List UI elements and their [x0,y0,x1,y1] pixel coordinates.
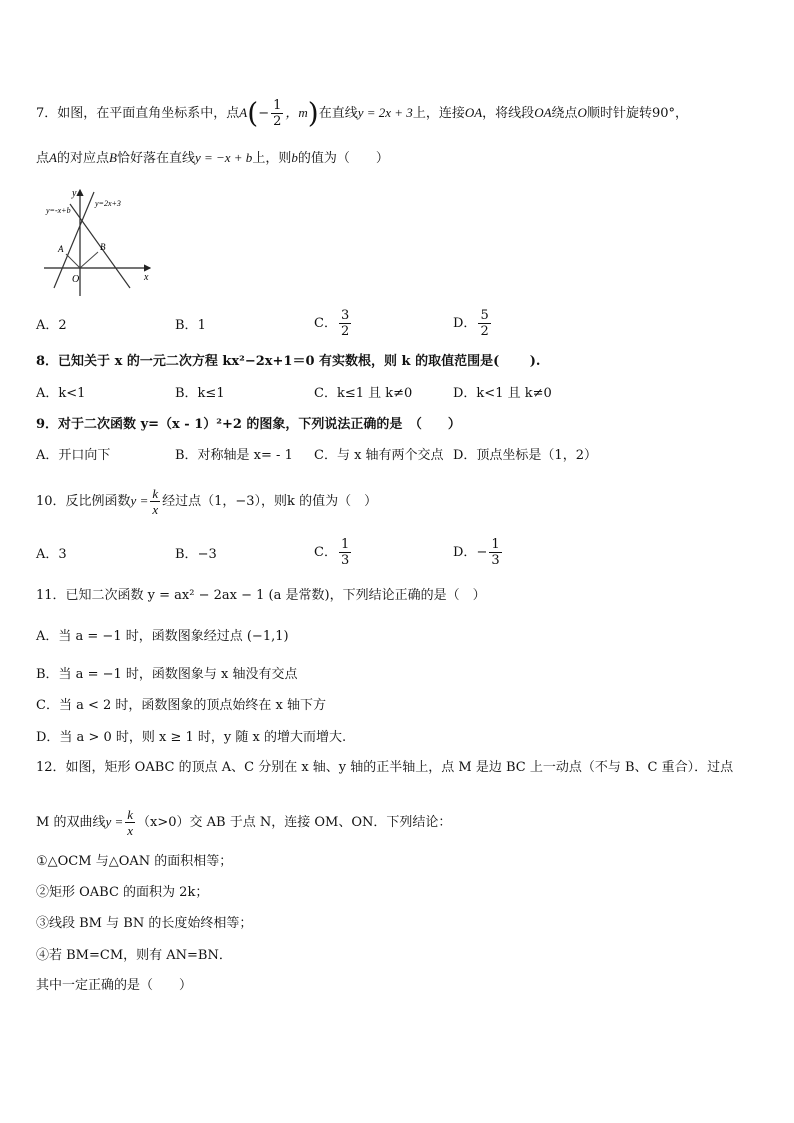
q11-option-b[interactable]: B．当 a = −1 时，函数图象与 x 轴没有交点 [36,667,298,682]
q7-text-3: 上，连接 [412,106,465,121]
q11-option-d[interactable]: D．当 a > 0 时，则 x ≥ 1 时，y 随 x 的增大而增大. [36,730,347,745]
q12-item-2: ②矩形 OABC 的面积为 2k； [36,885,209,900]
fig-origin-label: O [72,274,80,285]
q9-stem: 9．对于二次函数 y=（x - 1）²+2 的图象，下列说法正确的是 （ ） [36,417,461,432]
q12-frac-den: x [127,823,134,838]
q7-point-a: A [239,105,248,120]
q10-option-c[interactable] [314,537,353,568]
q7-oa-2: OA [534,105,552,120]
q7-l2-point-b: B [108,150,117,165]
q7-option-d-den: 2 [480,324,489,339]
q7-l2-text-f: 的值为（ ） [297,151,389,166]
q7-text-2: 在直线 [318,106,358,121]
q10-option-a-label: A． [36,547,59,562]
q7-option-a-text: 2 [58,318,67,333]
q7-text-6: 顺时针旋转90°， [586,106,688,121]
q12-item-4: ④若 BM=CM，则有 AN=BN． [36,948,232,963]
q7-option-d[interactable] [453,308,493,339]
q12-stem-line1: 12．如图，矩形 OABC 的顶点 A、C 分别在 x 轴、y 轴的正半轴上，点 M 是边 BC 上一动点（不与 B、C 重合）．过点 [36,760,734,775]
q7-m: ，m [285,105,308,120]
fig-y-axis-label: y [72,188,77,199]
q7-option-c-label: C． [314,316,337,331]
fig-point-a-label: A [58,244,64,254]
q7-text-4: ，将线段 [482,106,535,121]
q7-option-c[interactable] [314,308,353,339]
q7-text-5: 绕点 [551,106,578,121]
q10-option-b-text: −3 [197,547,217,562]
fig-line1-label: y=2x+3 [95,199,121,208]
q11-stem: 11．已知二次函数 y = ax² − 2ax − 1 (a 是常数)，下列结论正确的是（ ） [36,588,486,603]
q8-option-d[interactable]: D．k<1 且 k≠0 [453,386,552,401]
q7-option-a-label: A． [36,318,59,333]
q10-option-d-label: D． [453,545,477,560]
q7-oa-1: OA [464,105,483,120]
q12-frac-num: k [127,807,134,822]
q7-line1 [36,98,688,129]
q7-option-c-fraction [339,308,351,339]
q7-option-d-fraction [478,308,490,339]
q7-l2-point-a: A [49,150,57,165]
q7-text-1: 如图，在平面直角坐标系中，点 [57,106,240,121]
q10-stem [36,486,377,517]
q7-line-eq-2: y = −x + b [194,150,253,165]
q7-line-eq-1: y = 2x + 3 [357,105,413,120]
q10-text-post: 经过点（1，−3），则k 的值为（ ） [162,494,378,509]
fig-line2-label: y=-x+b [46,206,71,215]
q12-item-3: ③线段 BM 与 BN 的长度始终相等； [36,916,253,931]
q10-option-a-text: 3 [58,547,67,562]
q11-option-c[interactable]: C．当 a < 2 时，函数图象的顶点始终在 x 轴下方 [36,698,326,713]
q7-fraction [271,98,283,129]
q9-option-a[interactable]: A．开口向下 [36,448,111,463]
q10-option-b[interactable] [175,547,217,563]
q7-l2-b: b [291,150,298,165]
q7-option-b[interactable] [175,318,206,334]
q8-stem: 8．已知关于 x 的一元二次方程 kx²−2x+1＝0 有实数根，则 k 的取值范围是( ). [36,354,541,369]
q10-option-d-fraction [489,537,501,568]
q7-paren-right: ) [307,96,319,130]
q10-option-c-label: C． [314,545,337,560]
segment-ob [80,252,98,268]
q7-paren-left: ( [247,96,259,130]
q10-option-b-label: B． [175,547,198,562]
q8-option-a[interactable]: A．k<1 [36,386,86,401]
q7-l2-text-a: 点 [36,151,50,166]
q12-text-b: （x>0）交 AB 于点 N，连接 OM、ON．下列结论： [137,815,452,830]
q8-option-c[interactable]: C．k≤1 且 k≠0 [314,386,413,401]
q10-option-a[interactable] [36,547,67,563]
q10-option-c-den: 3 [340,553,350,568]
q7-line2 [36,150,389,167]
q7-l2-text-c: 恰好落在直线 [116,151,195,166]
q12-y-equals: y = [105,814,124,829]
q7-figure [40,184,158,302]
q7-option-c-num: 3 [340,308,350,323]
q7-o: O [577,105,587,120]
q10-option-d-num: 1 [491,537,500,552]
q7-option-a[interactable] [36,318,67,334]
fig-point-b-label: B [100,242,106,252]
q10-text-pre: 10．反比例函数 [36,494,131,509]
q7-frac-num: 1 [273,98,282,113]
q7-option-d-num: 5 [480,308,489,323]
q10-y-equals: y = [130,493,149,508]
q9-option-b[interactable]: B．对称轴是 x= - 1 [175,448,293,463]
q10-fraction [150,486,160,517]
q12-fraction [125,807,135,838]
q7-frac-sign: − [258,106,270,121]
q7-frac-den: 2 [273,114,282,129]
q10-option-d[interactable] [453,537,504,568]
q12-text-a: M 的双曲线 [36,815,106,830]
q7-option-b-label: B． [175,318,198,333]
q7-option-c-den: 2 [340,324,350,339]
q10-frac-num: k [152,486,159,501]
q7-number: 7． [36,106,58,121]
q7-option-d-label: D． [453,316,477,331]
segment-oa [66,254,80,268]
q10-option-d-sign: − [476,545,488,560]
q12-closing: 其中一定正确的是（ ） [36,978,193,993]
q10-frac-den: x [152,502,159,517]
q7-option-b-text: 1 [197,318,206,333]
q12-item-1: ①△OCM 与△OAN 的面积相等； [36,854,233,869]
q12-stem-line2 [36,807,451,838]
q7-l2-text-b: 的对应点 [56,151,109,166]
q9-option-c[interactable]: C．与 x 轴有两个交点 [314,448,444,463]
q10-option-c-num: 1 [340,537,350,552]
fig-x-axis-label: x [144,272,149,283]
q10-option-c-fraction [339,537,351,568]
q7-l2-text-d: 上，则 [252,151,292,166]
q9-option-d[interactable]: D．顶点坐标是（1，2） [453,448,597,463]
q10-option-d-den: 3 [491,553,500,568]
q11-option-a[interactable]: A．当 a = −1 时，函数图象经过点 (−1,1) [36,629,289,644]
q8-option-b[interactable]: B．k≤1 [175,386,225,401]
